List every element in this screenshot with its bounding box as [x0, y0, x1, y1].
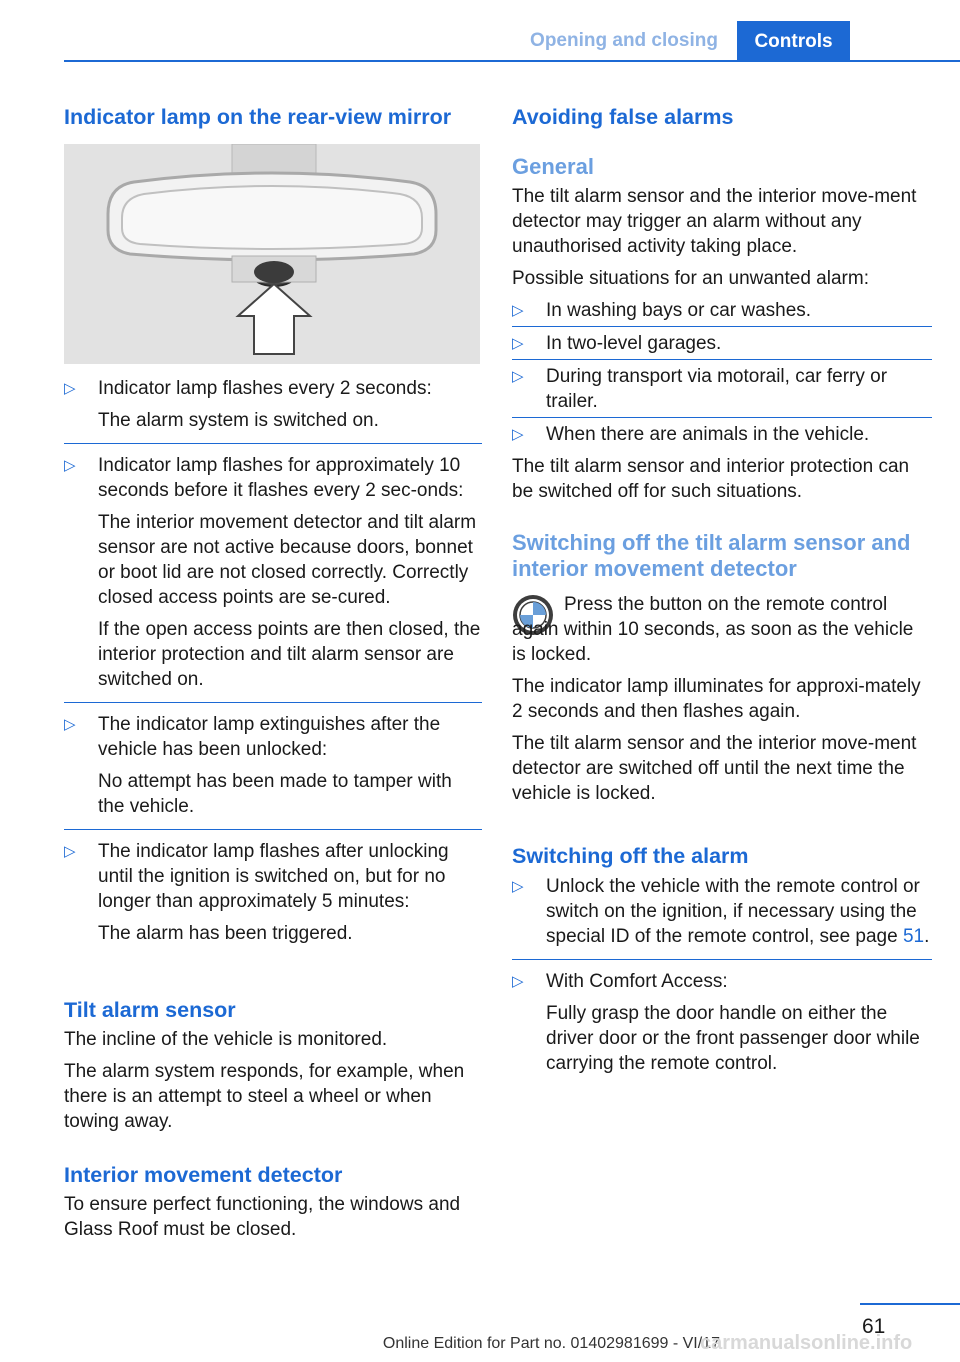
item-body: The interior movement detector and tilt alarm sensor are not active because doors, bonnet or boot lid are not closed correctly. Correctly closed access points are se‐cured. [98, 512, 477, 608]
paragraph: The alarm system responds, for example, when there is an attempt to steel a wheel or when towing away. [64, 1061, 465, 1132]
header-rule [64, 60, 960, 62]
triangle-right-icon: ▷ [64, 380, 76, 397]
header-section-title: Opening and closing [530, 30, 718, 51]
paragraph: The tilt alarm sensor and interior protection can be switched off for such situations. [512, 456, 910, 502]
separator [512, 359, 932, 360]
rear-view-mirror-illustration [64, 144, 480, 364]
separator [512, 326, 932, 327]
list-item [512, 422, 932, 447]
list-item [512, 874, 932, 949]
triangle-right-icon: ▷ [512, 426, 524, 443]
item-body: The alarm system is switched on. [98, 410, 379, 431]
item-lead: Indicator lamp flashes for approximately 10 seconds before it flashes every 2 sec‐onds: [98, 455, 464, 501]
item-body: The alarm has been triggered. [98, 923, 353, 944]
triangle-right-icon: ▷ [512, 973, 524, 990]
footer-edition: Online Edition for Part no. 01402981699 - VI/17 [382, 1335, 720, 1352]
heading-tilt-alarm-sensor: Tilt alarm sensor [64, 998, 236, 1022]
paragraph: The tilt alarm sensor and the interior move‐ment detector are switched off until the next time the vehicle is locked. [512, 733, 917, 804]
watermark: carmanualsonline.info [700, 1332, 913, 1354]
item-text: In washing bays or car washes. [546, 300, 812, 321]
separator [512, 959, 932, 960]
item-text: In two-level garages. [546, 333, 722, 354]
triangle-right-icon: ▷ [64, 843, 76, 860]
item-lead: With Comfort Access: [546, 971, 728, 992]
triangle-right-icon: ▷ [512, 302, 524, 319]
triangle-right-icon: ▷ [512, 335, 524, 352]
paragraph: The tilt alarm sensor and the interior move‐ment detector may trigger an alarm without any unauthorised activity taking place. [512, 186, 917, 257]
item-text: During transport via motorail, car ferry or trailer. [546, 366, 888, 412]
triangle-right-icon: ▷ [512, 878, 524, 895]
item-lead: Indicator lamp flashes every 2 seconds: [98, 378, 432, 399]
situation-list [512, 298, 932, 447]
heading-avoiding-false-alarms: Avoiding false alarms [512, 105, 734, 129]
heading-switching-off-alarm: Switching off the alarm [512, 844, 749, 868]
list-item [512, 298, 932, 323]
separator [64, 443, 482, 444]
list-item [512, 969, 932, 1076]
item-text: Unlock the vehicle with the remote control or switch on the ignition, if necessary using the special ID of the remote control, see page 51. [546, 876, 930, 947]
indicator-list [64, 376, 482, 946]
heading-interior-movement-detector: Interior movement detector [64, 1163, 343, 1187]
list-item [64, 453, 482, 692]
header-tab-controls[interactable]: Controls [737, 21, 850, 62]
mirror-figure [64, 144, 480, 364]
heading-indicator-lamp: Indicator lamp on the rear-view mirror [64, 105, 452, 129]
triangle-right-icon: ▷ [64, 457, 76, 474]
list-item [512, 364, 932, 414]
paragraph: The incline of the vehicle is monitored. [64, 1029, 388, 1050]
paragraph: Press the button on the remote control again within 10 seconds, as soon as the vehicle is locked. [512, 594, 914, 665]
page-link[interactable]: 51 [902, 926, 925, 947]
separator [64, 829, 482, 830]
list-item [64, 376, 482, 433]
page-number: 61 [862, 1315, 886, 1338]
item-text: When there are animals in the vehicle. [546, 424, 870, 445]
list-item [64, 839, 482, 946]
paragraph: The indicator lamp illuminates for approxi‐mately 2 seconds and then flashes again. [512, 676, 921, 722]
heading-switching-off-sensors: Switching off the tilt alarm sensor and interior movement detector [512, 530, 911, 581]
page-number-rule [860, 1303, 960, 1305]
item-body: Fully grasp the door handle on either the driver door or the front passenger door while carrying the remote control. [546, 1003, 920, 1074]
item-lead: The indicator lamp extinguishes after the vehicle has been unlocked: [98, 714, 441, 760]
list-item [64, 712, 482, 819]
triangle-right-icon: ▷ [512, 368, 524, 385]
list-item [512, 331, 932, 356]
item-body: No attempt has been made to tamper with the vehicle. [98, 771, 452, 817]
separator [512, 417, 932, 418]
paragraph: To ensure perfect functioning, the windows and Glass Roof must be closed. [64, 1194, 461, 1240]
item-lead: The indicator lamp flashes after unlocking until the ignition is switched on, but for no longer than approximately 5 minutes: [98, 841, 449, 912]
paragraph: Possible situations for an unwanted alarm: [512, 268, 869, 289]
item-body: If the open access points are then closed, the interior protection and tilt alarm sensor are switched on. [98, 619, 481, 690]
triangle-right-icon: ▷ [64, 716, 76, 733]
separator [64, 702, 482, 703]
heading-general: General [512, 154, 594, 179]
alarm-list [512, 874, 932, 1076]
